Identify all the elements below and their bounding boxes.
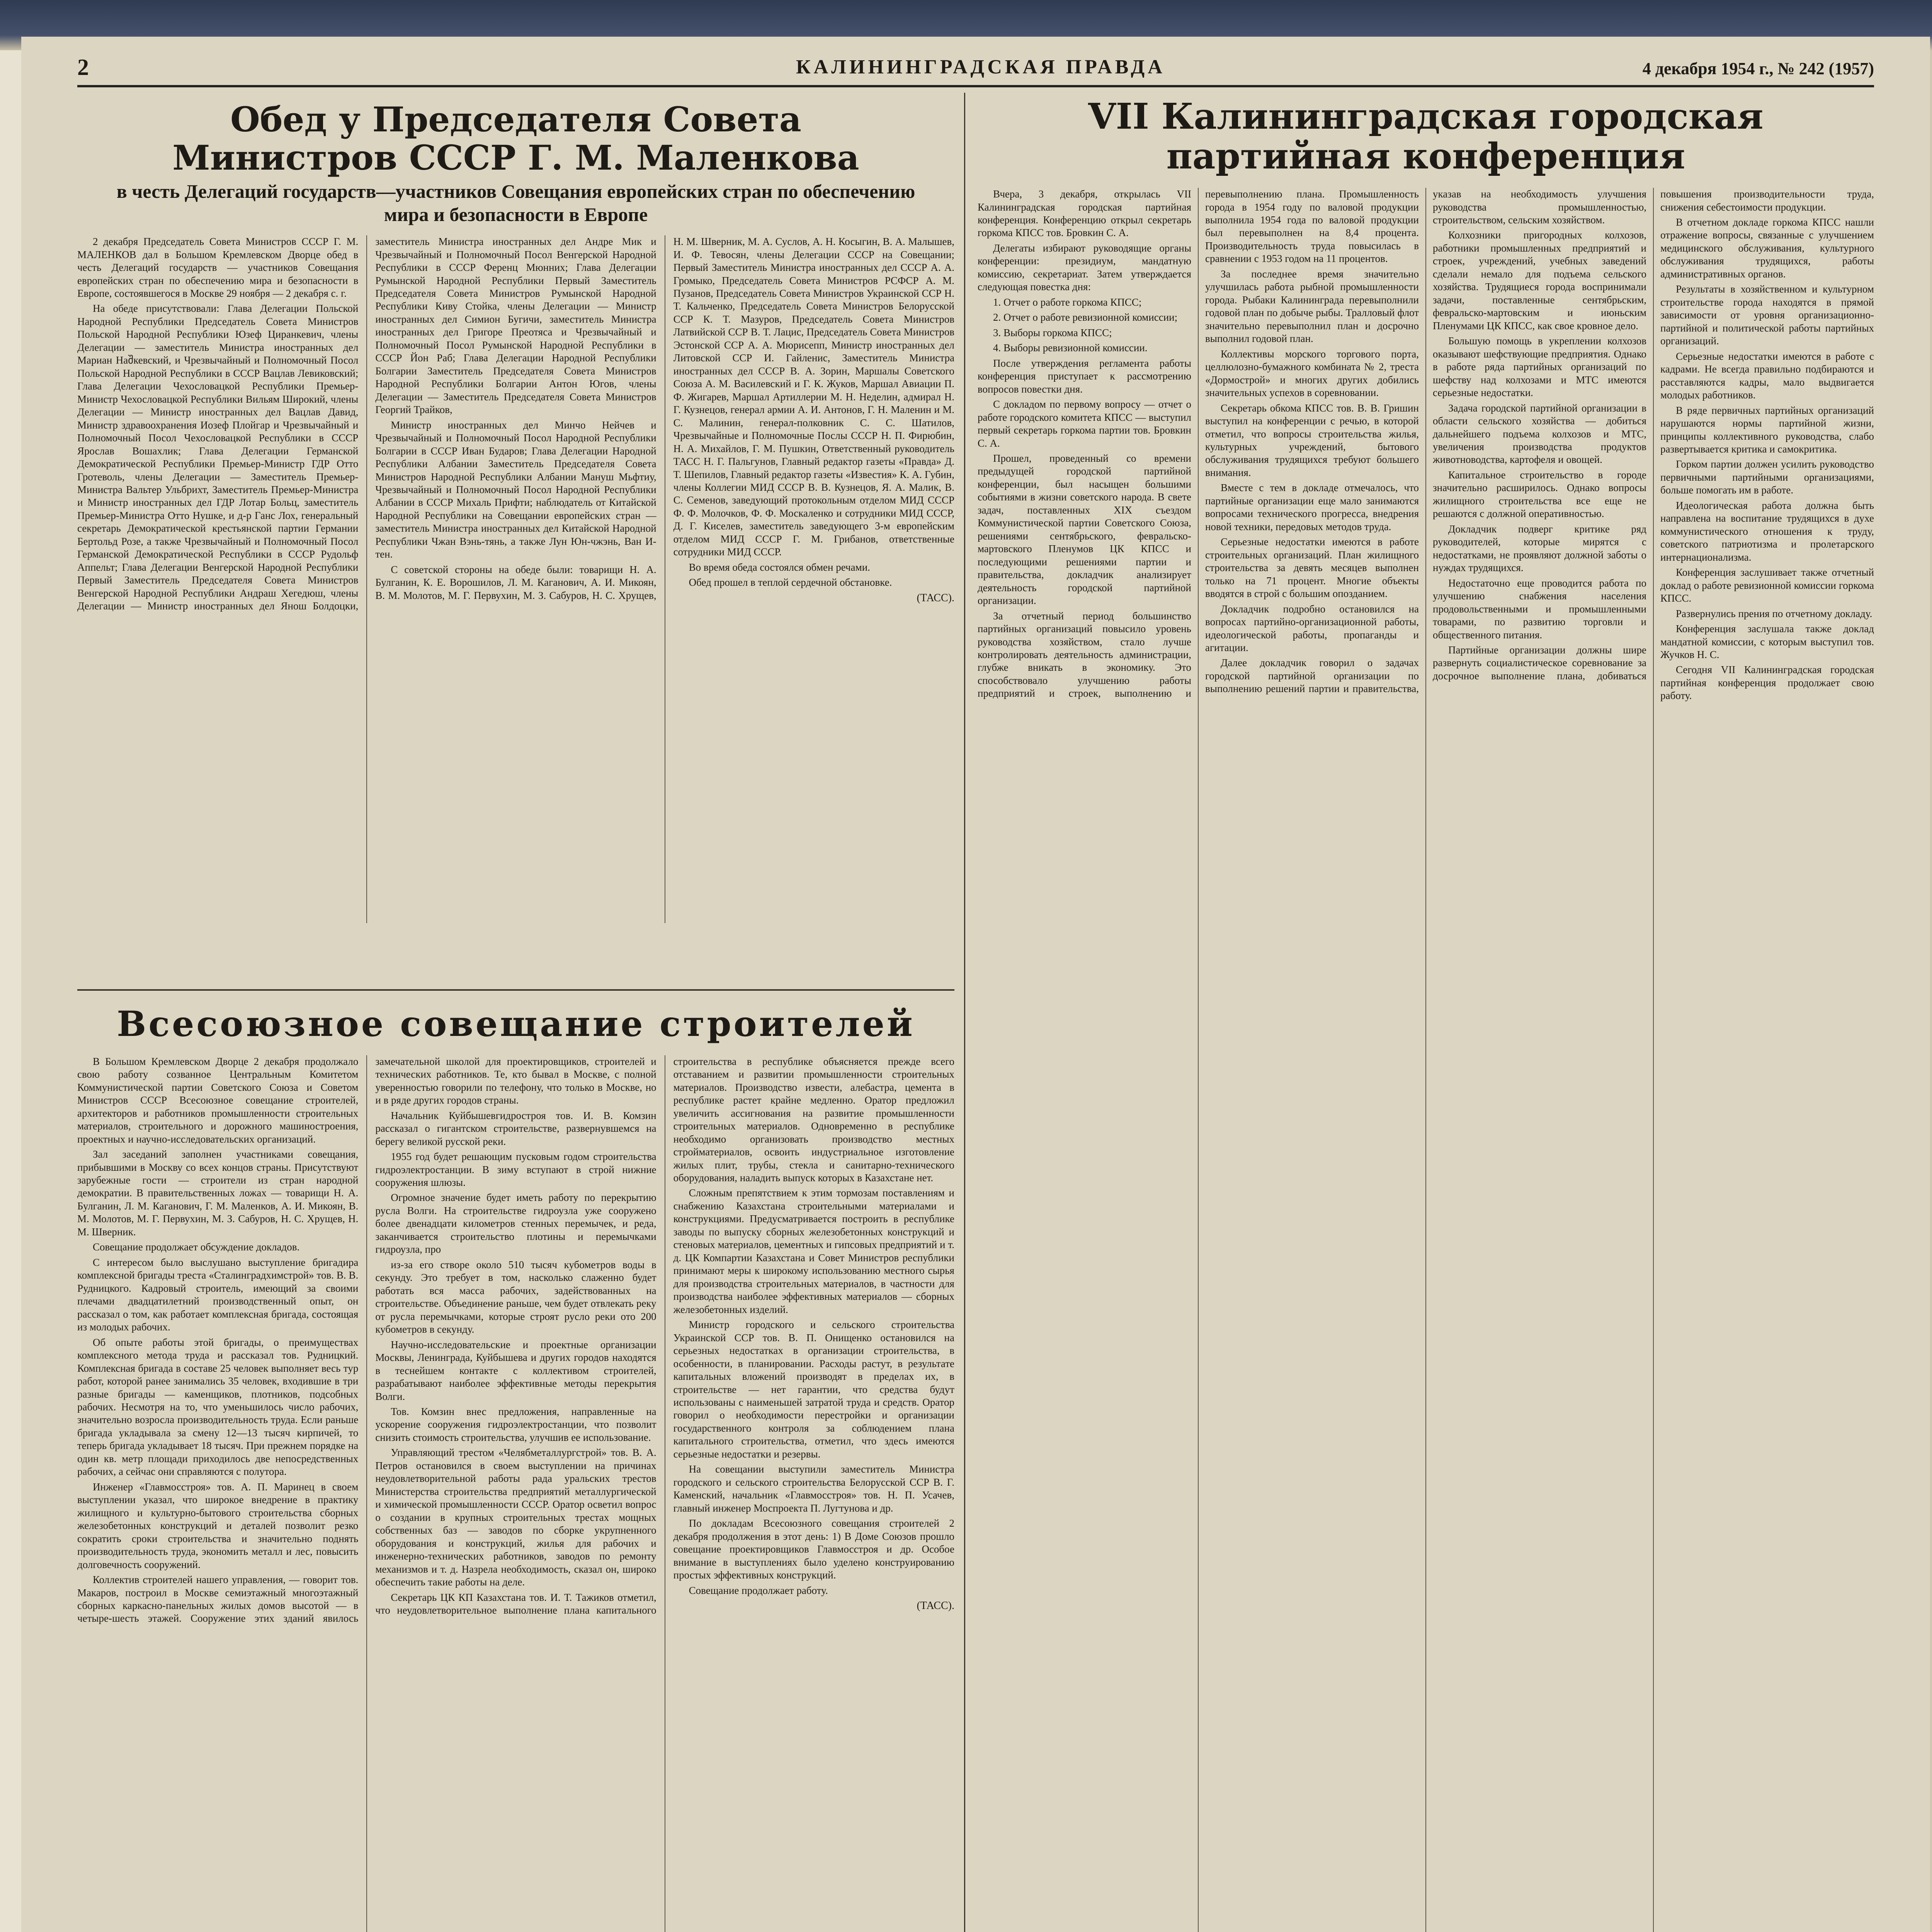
article-title: Обед у Председателя Совета Министров СССР Г. М. Маленкова bbox=[172, 99, 859, 178]
paragraph: В отчетном докладе горкома КПСС нашли отражение вопросы, связанные с улучшением медицинского обслуживания, культурного обслуживания трудящихся, работы административных органов. bbox=[1660, 216, 1874, 280]
article-builders bbox=[77, 997, 954, 1932]
newspaper-page bbox=[21, 37, 1930, 1932]
paragraph: За отчетный период большинство партийных организаций повысило уровень руководства хозяйством, стало лучше контролировать деятельность администрации, глубже вникать в экономику. Это способствовало улучшению работы предприятий и строек, выполнению и перевыполнению плана. Промышленность города в 1954 году по валовой продукции выполнила 1954 года по валовой продукции был перевыполнен на 8,4 процента. Производительность труда повысилась в сравнении с 1953 годом на 11 процентов. bbox=[978, 188, 1419, 699]
agenda-item: 1. Отчет о работе горкома КПСС; bbox=[993, 296, 1142, 308]
paragraph: Капитальное строительство в городе значительно расширилось. Однако вопросы жилищного строительства все еще не решаются с должной оперативностью. bbox=[1433, 469, 1646, 520]
page-content bbox=[77, 50, 1874, 1932]
paragraph: Колхозники пригородных колхозов, работники промышленных предприятий и строек, учреждений, учебных заведений сделали немало для подъема сельского хозяйства. Трудящиеся города воспринимали задачи, поставленные сентябрьским, февральско-мартовским и июньским Пленумами ЦК КПСС, как свое кровное дело. bbox=[1433, 229, 1646, 332]
paragraph: С интересом было выслушано выступление бригадира комплексной бригады треста «Сталинградхимстрой» тов. В. В. Рудницкого. Кадровый строитель, имеющий за своими плечами двадцатилетний производственный опыт, он рассказал о том, как работает комплексная бригада, состоящая из молодых рабочих. bbox=[77, 1256, 359, 1333]
article-source: (ТАСС). bbox=[917, 592, 954, 604]
paragraph: Результаты в хозяйственном и культурном строительстве города находятся в прямой зависимости от уровня организационно-партийной и политической работы партийных организаций. bbox=[1660, 283, 1874, 347]
paragraph: Конференция заслушивает также отчетный доклад о работе ревизионной комиссии горкома КПСС. bbox=[1660, 566, 1874, 604]
page-header bbox=[77, 50, 1874, 87]
paragraph: Докладчик подробно остановился на вопросах партийно-организационной работы, идеологической работы, пропаганды и агитации. bbox=[1205, 603, 1419, 653]
paragraph: Прошел, проведенный со времени предыдущей городской партийной конференции, был насыщен большими событиями в жизни советского народа. В свете задач, поставленных XIX съездом Коммунистической партии Советского Союза, решениями сентябрьского, февральско-мартовского Пленумов ЦК КПСС и последующими решениями партии и правительства, докладчик анализирует деятельность городской партийной организации. bbox=[978, 452, 1191, 607]
paragraph: Министр иностранных дел Минчо Нейчев и Чрезвычайный и Полномочный Посол Народной Республики Болгарии в СССР Иван Бударов; Глава Делегации Народной Республики Албании Заместитель Председателя Совета Министров Народной Республики Албании Мануш Мьфтиу, Чрезвычайный и Полномочный Посол Народной Республики Албании в СССР Михаль Прифти; наблюдатель от Китайской Народной Республики на Совещании европейских стран — заместитель Министра иностранных дел Китайской Народной Республики Чжан Вэнь-тянь, а также Лун Юн-чжэнь, Ван И-тен. bbox=[375, 419, 656, 560]
paragraph: Вчера, 3 декабря, открылась VII Калининградская городская партийная конференция. Конференцию открыл секретарь горкома КПСС тов. Бровкин С. А. bbox=[978, 188, 1191, 239]
article-dinner bbox=[77, 97, 954, 985]
paragraph: Управляющий трестом «Челябметаллургстрой» тов. В. А. Петров остановился в своем выступлении на причинах неудовлетворительной работы рада уральских трестов Министерства строительства предприятий металлургической и химической промышленности СССР. Оратор осветил вопрос о создании в крупных строительных трестах мощных собственных баз — заводов по сборке укрупненного оборудования и конструкций, жилья для рабочих и инженерно-технических работников, заводов по ремонту механизмов и т. д. Назрела необходимость, сказал он, широко обеспечить такие работы на деле. bbox=[375, 1447, 656, 1588]
paragraph: Партийные организации должны шире развернуть социалистическое соревнование за досрочное выполнение плана, добиваться повышения производительности труда, снижения себестоимости продукции. bbox=[1433, 188, 1874, 682]
paragraph: Огромное значение будет иметь работу по перекрытию русла Волги. На строительстве гидроузла уже сооружено более двенадцати километров стенных перемычек, и реда, заканчивается строительство плотины и перемычками гидроузла, про bbox=[375, 1192, 656, 1255]
paragraph: Зал заседаний заполнен участниками совещания, прибывшими в Москву со всех концов страны. Присутствуют зарубежные гости — строители из стран народной демократии. В правительственных ложах — товарищи Н. А. Булганин, Л. М. Каганович, Г. М. Маленков, А. И. Микоян, В. М. Молотов, М. Г. Первухин, М. З. Сабуров, Н. С. Хрущев, Н. М. Шверник. bbox=[77, 1148, 359, 1238]
paragraph: Коллектив строителей нашего управления, — говорит тов. Макаров, построил в Москве семиэтажный многоэтажный сборных каркасно-панельных жилых домов высотой — в четыре-шесть этажей. Сооружение этих зданий явилось замечательной школой для проектировщиков, строителей и технических работников. Те, кто бывал в Москве, с полной уверенностью говорили по телефону, что только в Москве, но и в ряде других городов страны. bbox=[77, 1055, 656, 1624]
paragraph: Секретарь обкома КПСС тов. В. В. Гришин выступил на конференции с речью, в которой отметил, что вопросы строительства жилья, культурных учреждений, бытового обслуживания трудящихся требуют большего внимания. bbox=[1205, 402, 1419, 478]
paragraph: Научно-исследовательские и проектные организации Москвы, Ленинграда, Куйбышева и других городов находятся в теснейшем контакте с коллективом строителей, разрабатывают наиболее эффективные методы перекрытия Волги. bbox=[375, 1338, 656, 1402]
paragraph: Об опыте работы этой бригады, о преимуществах комплексного метода труда и рассказал тов. Рудницкий. Комплексная бригада в составе 25 человек выполняет весь тур работ, которой ранее занимались 35 человек, входившие в три разные бригады — каменщиков, плотников, подсобных рабочих. Несмотря на то, что уменьшилось число рабочих, значительно возросла производительность труда. Если раньше бригада укладывала за смену 12—13 тысяч кирпичей, то теперь бригада укладывает 18 тысяч. При прежнем порядке на один кв. метр площади приходилось две непосредственных рабочих, а сейчас они справляются с полутора. bbox=[77, 1336, 359, 1478]
paragraph: За последнее время значительно улучшилась работа рыбной промышленности города. Рыбаки Калининграда перевыполнили годовой план по добыче рыбы. Тралловый флот значительно перевыполнил план и досрочно выполнил годовой план. bbox=[1205, 268, 1419, 345]
paragraph: На совещании выступили заместитель Министра городского и сельского строительства Белорусской ССР В. Г. Каменский, начальник «Главмосстроя» тов. Н. П. Усачев, главный инженер Моспроекта П. Лугтунова и др. bbox=[673, 1463, 954, 1514]
paragraph: В Большом Кремлевском Дворце 2 декабря продолжало свою работу созванное Центральным Комитетом Коммунистической партии Советского Союза и Советом Министров СССР Всесоюзное совещание строителей, архитекторов и работников промышленности строительных материалов, строительного и дорожного машиностроения, проектных и научно-исследовательских организаций. bbox=[77, 1055, 359, 1145]
agenda-item: 2. Отчет о работе ревизионной комиссии; bbox=[993, 311, 1178, 323]
article-body bbox=[77, 1055, 954, 1932]
paragraph: Развернулись прения по отчетному докладу. bbox=[1676, 607, 1872, 619]
paragraph: Совещание продолжает работу. bbox=[689, 1584, 828, 1596]
paragraph: С советской стороны на обеде были: товарищи Н. А. Булганин, К. Е. Ворошилов, Л. М. Каганович, А. И. Микоян, В. М. Молотов, М. Г. Первухин, М. З. Сабуров, Н. С. Хрущев, Н. М. Шверник, М. А. Суслов, А. Н. Косыгин, В. А. Малышев, И. Ф. Тевосян, члены Делегации СССР на Совещании; Первый Заместитель Министра иностранных дел СССР А. А. Громыко, Председатель Совета Министров РСФСР А. М. Пузанов, Председатель Совета Министров Украинской ССР Н. Т. Кальченко, Председатель Совета Министров Белорусской ССР К. Т. Мазуров, Председатель Совета Министров Латвийской ССР В. Т. Лацис, Председатель Совета Министров Эстонской ССР А. А. Мюрисепп, Министр иностранных дел Литовской ССР И. Гайленис, Заместитель Министра иностранных дел СССР В. А. Зорин, Маршалы Советского Союза А. М. Василевский и Г. К. Жуков, Маршал Авиации П. Ф. Жигарев, Маршал Артиллерии М. Н. Неделин, адмирал Н. Г. Кузнецов, генерал армии А. И. Антонов, Г. Н. Маленин и М. С. Малинин, генерал-полковник С. С. Шатилов, Чрезвычайные и Полномочные Послы СССР Н. П. Фирюбин, Н. А. Михайлов, Г. М. Пушкин, Ответственный руководитель ТАСС Н. Г. Пальгунов, Главный редактор газеты «Правда» Д. Т. Шепилов, Главный редактор газеты «Известия» К. А. Губин, члены Коллегии МИД СССР В. В. Кузнецов, Я. А. Малик, В. С. Семенов, заведующий протокольным отделом МИД СССР Ф. Ф. Молочков, Ф. Ф. Москаленко и сотрудники МИД СССР, Д. Г. Киселев, заместитель заведующего 3-м европейским отделом МИД СССР Г. М. Грибанов, ответственные сотрудники МИД СССР. bbox=[375, 236, 954, 601]
article-title: Всесоюзное совещание строителей bbox=[117, 1003, 915, 1044]
issue-date: 4 декабря 1954 г., № 242 (1957) bbox=[1642, 59, 1874, 78]
paragraph: Идеологическая работа должна быть направлена на воспитание трудящихся в духе коммунистического отношения к труду, советского патриотизма и пролетарского интернационализма. bbox=[1660, 499, 1874, 563]
section-divider bbox=[77, 989, 954, 991]
paragraph: Тов. Комзин внес предложения, направленные на ускорение сооружения гидроэлектростанции, что позволит снизить стоимость строительства, улучшив ее использование. bbox=[375, 1405, 656, 1443]
paragraph: Начальник Куйбышевгидростроя тов. И. В. Комзин рассказал о гигантском строительстве, развернувшемся на берегу великой русской реки. bbox=[375, 1109, 656, 1147]
paragraph: Конференция заслушала также доклад мандатной комиссии, с которым выступил тов. Жучков Н. С. bbox=[1660, 623, 1874, 660]
page-number: 2 bbox=[77, 54, 89, 80]
paragraph: из-за его створе около 510 тысяч кубометров воды в секунду. Это требует в том, насколько слаженно будет работать вся масса рабочих, задействованных на строительстве. Объединение раньше, чем будет отвлекать реку от русла перемычками, которые строят русло реки ото 200 кубометров в секунду. bbox=[375, 1259, 656, 1335]
paragraph: Сегодня VII Калининградская городская партийная конференция продолжает свою работу. bbox=[1660, 664, 1874, 702]
masthead: КАЛИНИНГРАДСКАЯ ПРАВДА bbox=[796, 56, 1165, 78]
article-body bbox=[978, 188, 1874, 1932]
article-source: (ТАСС). bbox=[917, 1600, 954, 1612]
column-divider bbox=[964, 93, 965, 1932]
paragraph: Далее докладчик говорил о задачах городской партийной организации по выполнению решений партии и правительства, указав на необходимость улучшения руководства промышленностью, строительством, сельским хозяйством. bbox=[1205, 188, 1646, 695]
paragraph: Серьезные недостатки имеются в работе с кадрами. Не всегда правильно подбираются и расставляются кадры, мало выдвигается молодых работников. bbox=[1660, 350, 1874, 401]
paragraph: Секретарь ЦК КП Казахстана тов. И. Т. Тажиков отметил, что неудовлетворительное выполнение плана капитального строительства в республике объясняется прежде всего отставанием и развитии промышленности строительных материалов. Производство извести, алебастра, цемента в республике растет крайне медленно. Оратор предложил увеличить ассигнования на развитие промышленности строительных материалов. Одновременно в республике необходимо организовать производство местных стройматериалов, освоить индустриальное изготовление жилых плит, трубы, стекла и санитарно-технического оборудования, наладить выпуск которых в Казахстане нет. bbox=[375, 1055, 954, 1616]
paragraph: После утверждения регламента работы конференция приступает к рассмотрению вопросов повестки дня. bbox=[978, 357, 1191, 395]
paragraph: 2 декабря Председатель Совета Министров СССР Г. М. МАЛЕНКОВ дал в Большом Кремлевском Дворце обед в честь Делегаций государств — участников Совещания европейских стран по обеспечению мира и безопасности в Европе, состоявшегося в Москве 29 ноября — 2 декабря с. г. bbox=[77, 236, 359, 299]
paragraph: Совещание продолжает обсуждение докладов. bbox=[93, 1241, 300, 1253]
paragraph: Большую помощь в укреплении колхозов оказывают шефствующие предприятия. Однако в работе ряда партийных организаций по шефству над колхозами и МТС имеются серьезные недостатки. bbox=[1433, 335, 1646, 399]
agenda-item: 4. Выборы ревизионной комиссии. bbox=[993, 342, 1148, 354]
article-title: VII Калининградская городская партийная конференция bbox=[1088, 97, 1764, 177]
paragraph: Серьезные недостатки имеются в работе строительных организаций. План жилищного строительства за девять месяцев выполнен только на 71 процент. Многие объекты вводятся в строй с большим опозданием. bbox=[1205, 536, 1419, 600]
paragraph: В ряде первичных партийных организаций нарушаются нормы партийной жизни, принципы коллективного руководства, слабо развертывается критика и самокритика. bbox=[1660, 404, 1874, 455]
paragraph: Горком партии должен усилить руководство первичными партийными организациями, больше помогать им в работе. bbox=[1660, 458, 1874, 496]
paragraph: Недостаточно еще проводится работа по улучшению снабжения населения продовольственными и промышленными товарами, по развитию торговли и общественного питания. bbox=[1433, 577, 1646, 641]
paragraph: Делегаты избирают руководящие органы конференции: президиум, мандатную комиссию, секретариат. Затем утверждается следующая повестка дня: bbox=[978, 242, 1191, 293]
paragraph: По докладам Всесоюзного совещания строителей 2 декабря продолжения в этот день: 1) В Доме Союзов прошло совещание проектировщиков Главмосстроя и др. Особое внимание в выступлениях было уделено конструированию простых эффективных конструкций. bbox=[673, 1517, 954, 1581]
paragraph: 1955 год будет решающим пусковым годом строительства гидроэлектростанции. В зиму вступают в строй нижние сооружения шлюзы. bbox=[375, 1151, 656, 1189]
article-subtitle: в честь Делегаций государств—участников Совещания европейских стран по обеспечению мира и безопасности в Европе bbox=[116, 180, 915, 226]
paragraph: Докладчик подверг критике ряд руководителей, которые мирятся с недостатками, не проявляют должной заботы о нуждах трудящихся. bbox=[1433, 523, 1646, 574]
agenda-item: 3. Выборы горкома КПСС; bbox=[993, 327, 1112, 338]
paragraph: Сложным препятствием к этим тормозам поставлениям и снабжению Казахстана строительными материалами и конструкциями. Предусматривается построить в республике заводы по выпуску сборных железобетонных конструкций и стеновых материалов, цементных и гипсовых предприятий и т. д. ЦК Компартии Казахстана и Совет Министров республики принимают меры к широкому использованию местного сырья для производства строительных материалов, в частности для производства наиболее эффективных материалов — сборных железобетонных изделий. bbox=[673, 1187, 954, 1315]
paragraph: Задача городской партийной организации в области сельского хозяйства — добиться дальнейшего подъема колхозов и МТС, увеличения производства продуктов животноводства, картофеля и овощей. bbox=[1433, 402, 1646, 466]
paragraph: Во время обеда состоялся обмен речами. bbox=[689, 561, 870, 573]
paragraph: Министр городского и сельского строительства Украинской ССР тов. В. П. Онищенко остановился на серьезных недостатках в организации строительства, в особенности, в планировании. Расходы растут, в результате капитальных вложений производят в пределах их, в строительстве — нет гарантии, что средства будут использованы с наименьшей затратой труда и средств. Оратор говорил о необходимости перестройки и организации государственного контроля за соблюдением плана капитального строительства, отметил, что здесь имеются серьезные недостатки и резервы. bbox=[673, 1319, 954, 1460]
article-conference bbox=[978, 97, 1874, 1932]
paragraph: Вместе с тем в докладе отмечалось, что партийные организации еще мало занимаются вопросами технического прогресса, внедрения новой техники, передовых методов труда. bbox=[1205, 482, 1419, 532]
paragraph: Коллективы морского торгового порта, целлюлозно-бумажного комбината № 2, треста «Дормострой» и многих других добились значительных успехов в соревновании. bbox=[1205, 348, 1419, 399]
article-body bbox=[77, 235, 954, 923]
paragraph: Инженер «Главмосстроя» тов. А. П. Маринец в своем выступлении указал, что широкое внедрение в практику жилищного и культурно-бытового строительства сборных железобетонных конструкций и деталей позволит резко сократить сроки строительства и значительно поднять производительность труда, экономить металл и лес, повысить долговечность сооружений. bbox=[77, 1481, 359, 1570]
page-stack-edge bbox=[1930, 50, 1932, 1932]
paragraph: На обеде присутствовали: Глава Делегации Польской Народной Республики Председатель Совета Министров Польской Народной Республики Юзеф Циранкевич, члены Делегации — заместитель Министра иностранных дел Мариан Наშкевский, и Чрезвычайный и Полномочный Посол Польской Народной Республики в СССР Вацлав Левиковский; Глава Делегации Чехословацкой Республики Премьер-Министр Чехословацкой Республики Вильям Широкий, члены Делегации — Министр иностранных дел Вацлав Давид, Министр здравоохранения Иозеф Плойгар и Чрезвычайный и Полномочный Посол Чехословацкой Республики в СССР Ярослав Вошахлик; Глава Делегации Германской Демократической Республики Премьер-Министр ГДР Отто Гротеволь, члены Делегации — Заместитель Премьер-Министра Вальтер Ульбрихт, Заместитель Премьер-Министра и Министр иностранных дел ГДР Лотар Больц, заместитель Премьер-Министра Отто Нушке, и д-р Ганс Лох, генеральный секретарь Демократической крестьянской партии Германии Бертольд Розе, а также Чрезвычайный и Полномочный Посол Германской Демократической Республики в СССР Рудольф Аппельт; Глава Делегации Венгерской Народной Республики Первый Заместитель Председателя Совета Министров Венгерской Народной Республики Андраш Хегедюш, члены Делегации — Министр иностранных дел Янош Болдоцки, заместитель Министра иностранных дел Андре Мик и Чрезвычайный и Полномочный Посол Венгерской Народной Республики в СССР Ференц Мюнних; Глава Делегации Румынской Народной Республики Первый Заместитель Председателя Совета Министров Румынской Народной Республики Киву Стойка, члены Делегации — Министр иностранных дел Симион Бугичи, заместитель Министра иностранных дел Григоре Преотяса и Чрезвычайный и Полномочный Посол Румынской Народной Республики в СССР Йон Раб; Глава Делегации Народной Республики Болгарии Заместитель Председателя Совета Министров Народной Республики Болгарии Антон Югов, члены Делегации — Заместитель Председателя Совета Министров Георгий Трайков, bbox=[77, 236, 656, 612]
paragraph: Обед прошел в теплой сердечной обстановке. bbox=[689, 577, 892, 588]
paragraph: С докладом по первому вопросу — отчет о работе городского комитета КПСС — выступил первый секретарь горкома партии тов. Бровкин С. А. bbox=[978, 398, 1191, 449]
